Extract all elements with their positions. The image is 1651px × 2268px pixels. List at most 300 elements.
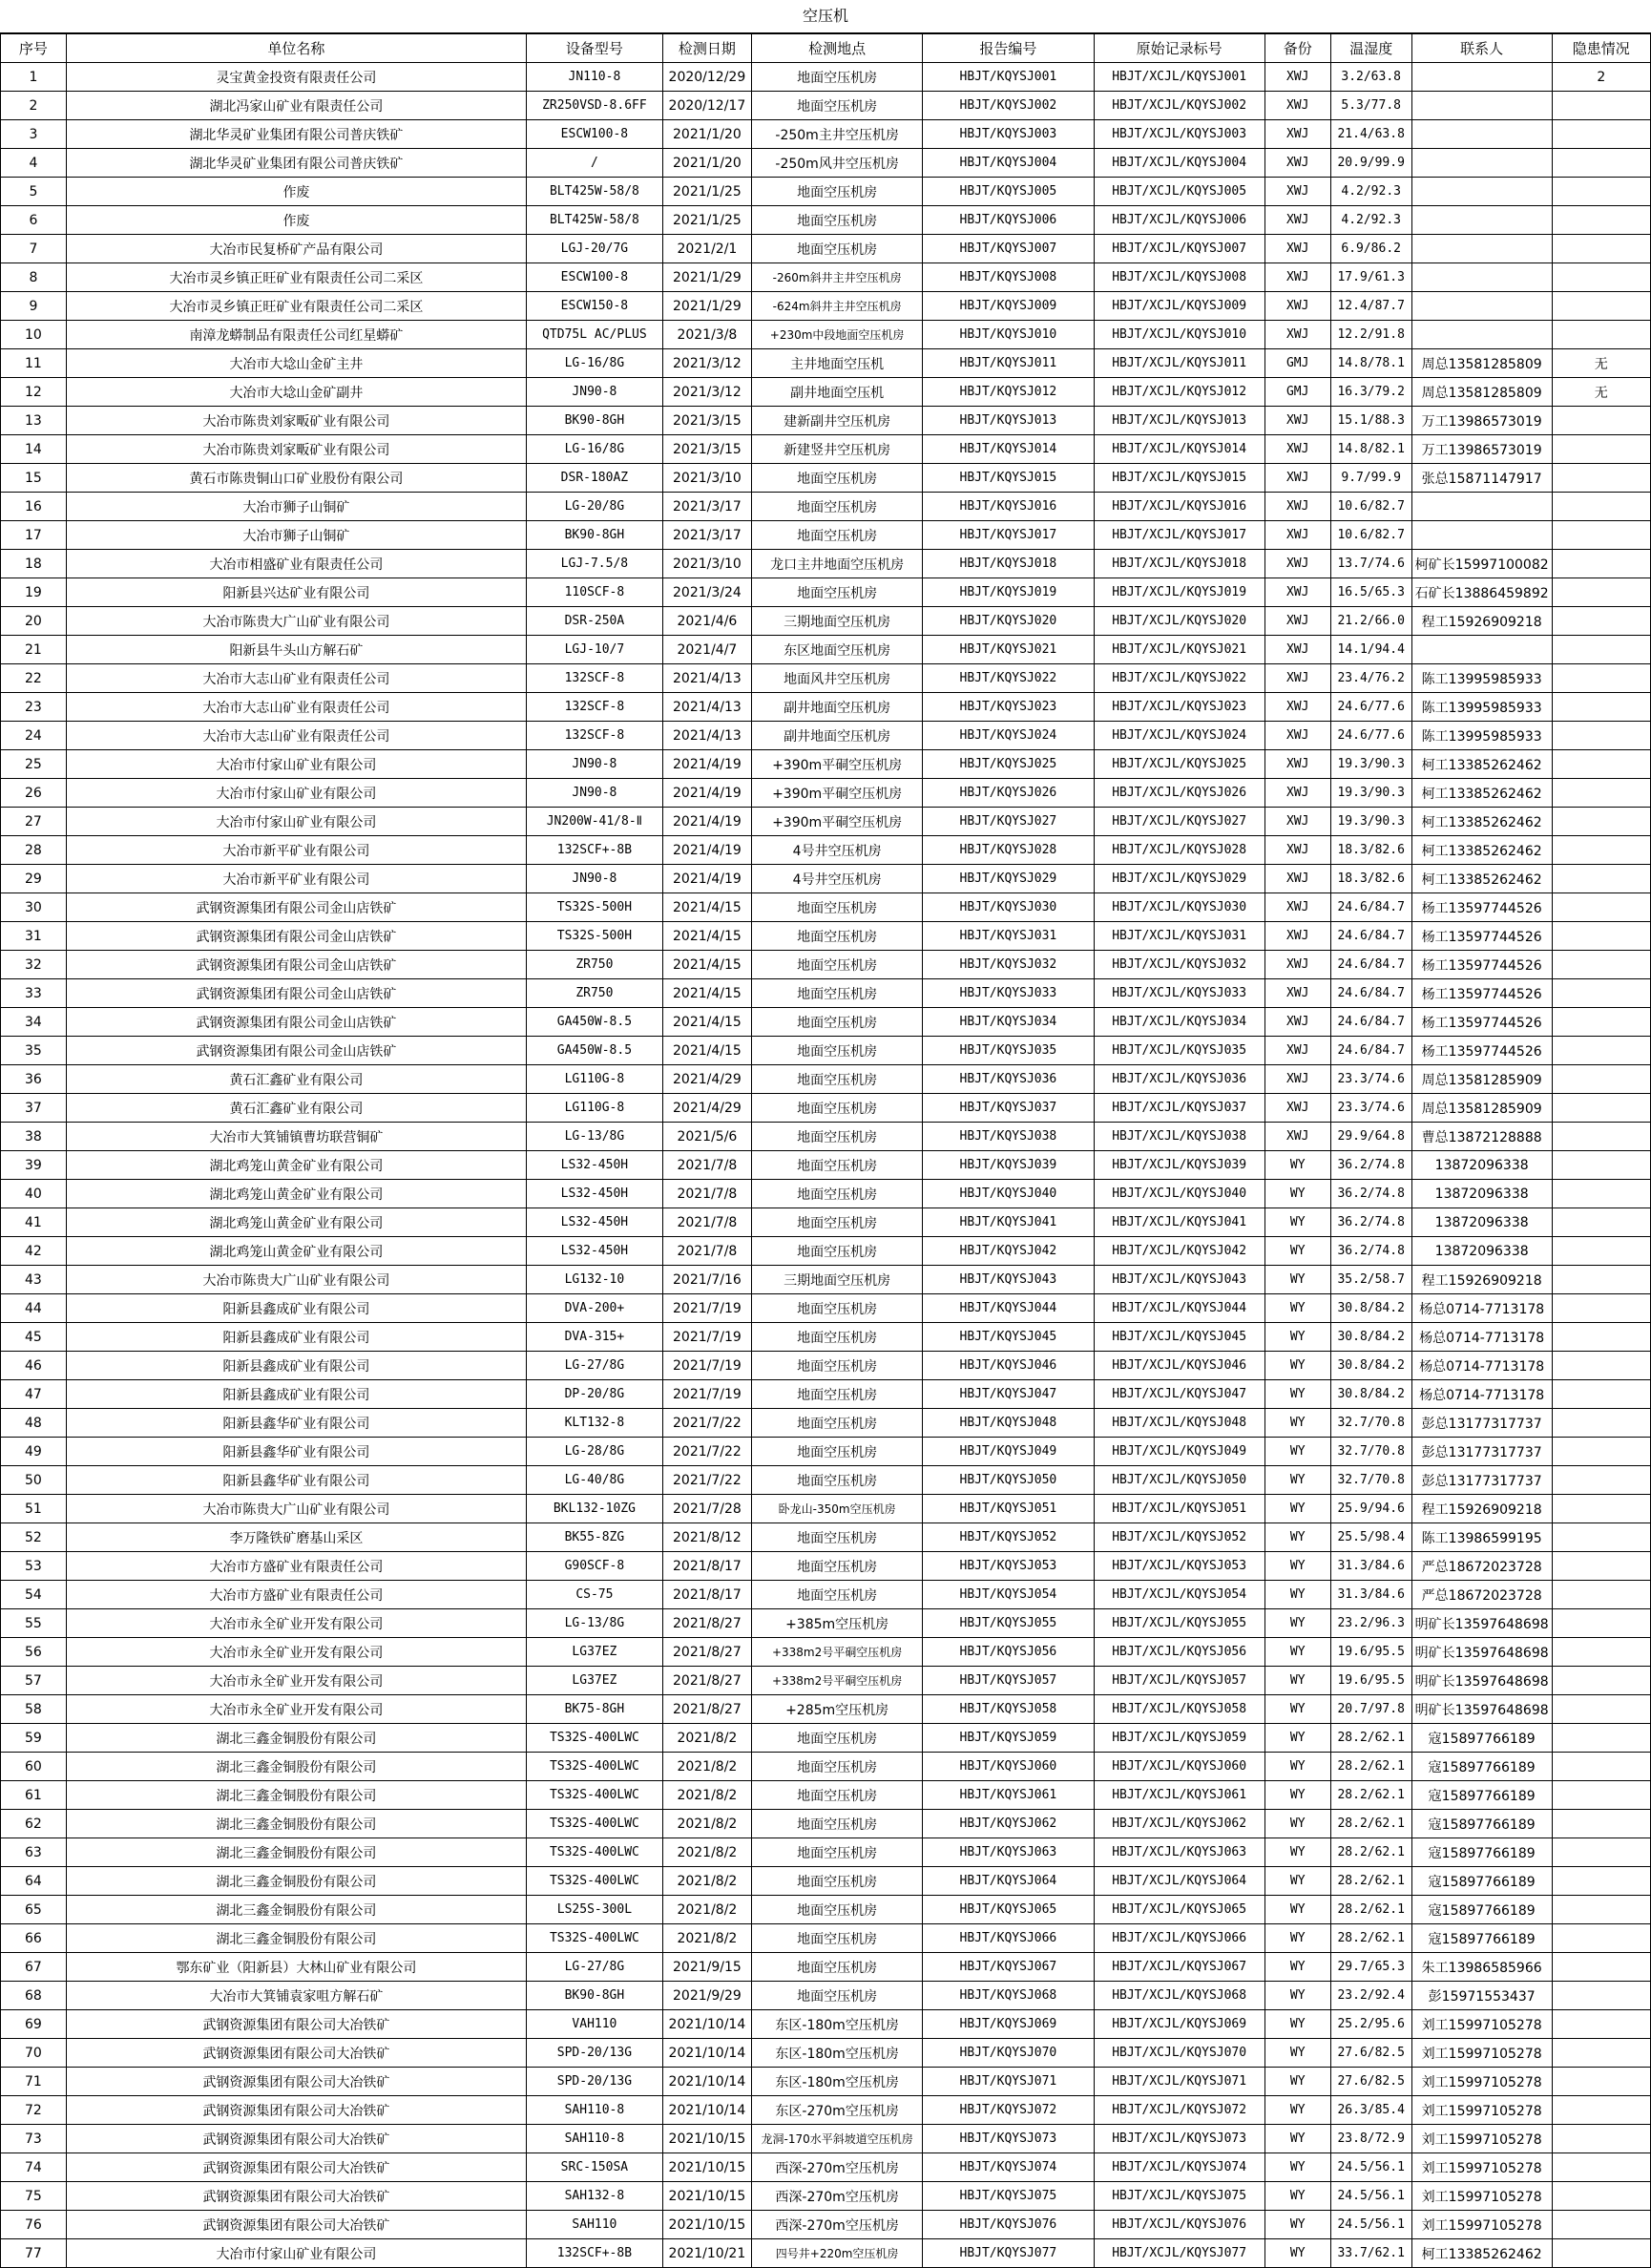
cell-temp-humidity: 36.2/74.8 (1330, 1208, 1411, 1237)
cell-contact (1411, 178, 1552, 206)
cell-test-date: 2021/10/14 (662, 2010, 751, 2039)
cell-backup: XWJ (1264, 1094, 1330, 1123)
cell-backup: XWJ (1264, 235, 1330, 263)
cell-record-no: HBJT/XCJL/KQYSJ016 (1094, 493, 1264, 521)
cell-contact: 石矿长13886459892 (1411, 578, 1552, 607)
column-header-backup: 备份 (1264, 34, 1330, 63)
table-row (1, 922, 1651, 951)
cell-record-no: HBJT/XCJL/KQYSJ007 (1094, 235, 1264, 263)
cell-unit-name: 大冶市灵乡镇正旺矿业有限责任公司二采区 (66, 292, 526, 321)
cell-unit-name: 湖北鸡笼山黄金矿业有限公司 (66, 1237, 526, 1266)
cell-location: 地面空压机房 (751, 1180, 922, 1208)
cell-report-no: HBJT/KQYSJ061 (923, 1781, 1094, 1810)
cell-backup: XWJ (1264, 636, 1330, 664)
data-table (0, 33, 1651, 2268)
table-row (1, 1609, 1651, 1638)
table-row (1, 464, 1651, 493)
cell-location: 地面空压机房 (751, 1094, 922, 1123)
table-row (1, 750, 1651, 779)
cell-unit-name: 武钢资源集团有限公司金山店铁矿 (66, 951, 526, 979)
cell-hazard (1552, 149, 1650, 178)
cell-report-no: HBJT/KQYSJ074 (923, 2153, 1094, 2182)
cell-test-date: 2021/8/27 (662, 1667, 751, 1695)
cell-seq: 5 (1, 178, 67, 206)
cell-contact: 明矿长13597648698 (1411, 1609, 1552, 1638)
cell-unit-name: 大冶市陈贵刘家畈矿业有限公司 (66, 435, 526, 464)
cell-hazard (1552, 1466, 1650, 1495)
cell-contact: 周总13581285809 (1411, 378, 1552, 407)
cell-record-no: HBJT/XCJL/KQYSJ025 (1094, 750, 1264, 779)
cell-test-date: 2021/3/15 (662, 407, 751, 435)
cell-temp-humidity: 19.6/95.5 (1330, 1667, 1411, 1695)
cell-temp-humidity: 20.7/97.8 (1330, 1695, 1411, 1724)
cell-unit-name: 大冶市相盛矿业有限责任公司 (66, 550, 526, 578)
cell-location: 副井地面空压机房 (751, 722, 922, 750)
table-row (1, 636, 1651, 664)
cell-model: JN90-8 (527, 865, 663, 893)
cell-seq: 12 (1, 378, 67, 407)
cell-contact: 张总15871147917 (1411, 464, 1552, 493)
table-row (1, 951, 1651, 979)
cell-hazard (1552, 1982, 1650, 2010)
cell-report-no: HBJT/KQYSJ065 (923, 1896, 1094, 1924)
column-header-model: 设备型号 (527, 34, 663, 63)
table-row (1, 578, 1651, 607)
cell-backup: WY (1264, 1695, 1330, 1724)
cell-backup: XWJ (1264, 922, 1330, 951)
cell-location: 卧龙山-350m空压机房 (751, 1495, 922, 1523)
cell-contact: 杨工13597744526 (1411, 979, 1552, 1008)
cell-unit-name: 大冶市大箕铺袁家咀方解石矿 (66, 1982, 526, 2010)
cell-backup: WY (1264, 1924, 1330, 1953)
cell-unit-name: 武钢资源集团有限公司大冶铁矿 (66, 2182, 526, 2211)
cell-hazard (1552, 550, 1650, 578)
cell-record-no: HBJT/XCJL/KQYSJ035 (1094, 1037, 1264, 1065)
cell-hazard (1552, 1781, 1650, 1810)
cell-location: +285m空压机房 (751, 1695, 922, 1724)
cell-seq: 25 (1, 750, 67, 779)
cell-temp-humidity: 23.3/74.6 (1330, 1065, 1411, 1094)
cell-test-date: 2021/1/29 (662, 292, 751, 321)
cell-seq: 65 (1, 1896, 67, 1924)
cell-test-date: 2021/8/2 (662, 1781, 751, 1810)
cell-test-date: 2021/4/15 (662, 1008, 751, 1037)
cell-record-no: HBJT/XCJL/KQYSJ037 (1094, 1094, 1264, 1123)
cell-test-date: 2021/4/19 (662, 750, 751, 779)
table-row (1, 178, 1651, 206)
cell-report-no: HBJT/KQYSJ029 (923, 865, 1094, 893)
cell-report-no: HBJT/KQYSJ045 (923, 1323, 1094, 1352)
cell-temp-humidity: 19.3/90.3 (1330, 779, 1411, 808)
cell-unit-name: 李万隆铁矿磨基山采区 (66, 1523, 526, 1552)
cell-report-no: HBJT/KQYSJ051 (923, 1495, 1094, 1523)
cell-report-no: HBJT/KQYSJ040 (923, 1180, 1094, 1208)
cell-report-no: HBJT/KQYSJ071 (923, 2068, 1094, 2096)
cell-temp-humidity: 31.3/84.6 (1330, 1581, 1411, 1609)
cell-record-no: HBJT/XCJL/KQYSJ004 (1094, 149, 1264, 178)
cell-location: 地面空压机房 (751, 1323, 922, 1352)
cell-model: LG-28/8G (527, 1438, 663, 1466)
cell-unit-name: 鄂东矿业（阳新县）大林山矿业有限公司 (66, 1953, 526, 1982)
cell-temp-humidity: 9.7/99.9 (1330, 464, 1411, 493)
cell-test-date: 2021/7/8 (662, 1151, 751, 1180)
cell-seq: 8 (1, 263, 67, 292)
cell-unit-name: 武钢资源集团有限公司大冶铁矿 (66, 2153, 526, 2182)
cell-unit-name: 湖北华灵矿业集团有限公司普庆铁矿 (66, 149, 526, 178)
cell-model: ZR750 (527, 979, 663, 1008)
cell-hazard (1552, 1208, 1650, 1237)
cell-record-no: HBJT/XCJL/KQYSJ069 (1094, 2010, 1264, 2039)
cell-seq: 22 (1, 664, 67, 693)
cell-seq: 3 (1, 120, 67, 149)
cell-unit-name: 大冶市大埝山金矿副井 (66, 378, 526, 407)
cell-test-date: 2021/4/13 (662, 722, 751, 750)
cell-seq: 69 (1, 2010, 67, 2039)
cell-report-no: HBJT/KQYSJ009 (923, 292, 1094, 321)
cell-test-date: 2021/3/8 (662, 321, 751, 349)
cell-report-no: HBJT/KQYSJ070 (923, 2039, 1094, 2068)
column-header-temp-humidity: 温湿度 (1330, 34, 1411, 63)
table-row (1, 1151, 1651, 1180)
cell-temp-humidity: 23.4/76.2 (1330, 664, 1411, 693)
table-row (1, 607, 1651, 636)
cell-location: 龙洞-170水平斜坡道空压机房 (751, 2125, 922, 2153)
cell-temp-humidity: 28.2/62.1 (1330, 1810, 1411, 1838)
cell-contact: 13872096338 (1411, 1180, 1552, 1208)
cell-seq: 34 (1, 1008, 67, 1037)
cell-temp-humidity: 14.8/78.1 (1330, 349, 1411, 378)
cell-hazard (1552, 979, 1650, 1008)
cell-seq: 63 (1, 1838, 67, 1867)
cell-hazard (1552, 1237, 1650, 1266)
cell-seq: 39 (1, 1151, 67, 1180)
cell-location: 四号井+220m空压机房 (751, 2239, 922, 2268)
cell-report-no: HBJT/KQYSJ053 (923, 1552, 1094, 1581)
cell-model: LG37EZ (527, 1638, 663, 1667)
cell-location: 地面空压机房 (751, 893, 922, 922)
cell-model: LG-40/8G (527, 1466, 663, 1495)
cell-contact: 严总18672023728 (1411, 1552, 1552, 1581)
cell-record-no: HBJT/XCJL/KQYSJ047 (1094, 1380, 1264, 1409)
cell-hazard (1552, 779, 1650, 808)
cell-location: 地面空压机房 (751, 1008, 922, 1037)
cell-temp-humidity: 21.4/63.8 (1330, 120, 1411, 149)
cell-model: LS25S-300L (527, 1896, 663, 1924)
cell-temp-humidity: 28.2/62.1 (1330, 1924, 1411, 1953)
cell-record-no: HBJT/XCJL/KQYSJ026 (1094, 779, 1264, 808)
cell-report-no: HBJT/KQYSJ068 (923, 1982, 1094, 2010)
table-row (1, 521, 1651, 550)
cell-backup: XWJ (1264, 1037, 1330, 1065)
cell-test-date: 2021/10/14 (662, 2068, 751, 2096)
cell-location: 地面空压机房 (751, 1581, 922, 1609)
cell-backup: XWJ (1264, 1008, 1330, 1037)
cell-report-no: HBJT/KQYSJ033 (923, 979, 1094, 1008)
table-row (1, 1065, 1651, 1094)
cell-model: LG110G-8 (527, 1094, 663, 1123)
cell-temp-humidity: 3.2/63.8 (1330, 63, 1411, 92)
cell-hazard (1552, 1838, 1650, 1867)
cell-contact (1411, 149, 1552, 178)
table-row (1, 378, 1651, 407)
cell-hazard: 无 (1552, 378, 1650, 407)
cell-test-date: 2021/4/15 (662, 922, 751, 951)
cell-unit-name: 湖北鸡笼山黄金矿业有限公司 (66, 1151, 526, 1180)
cell-unit-name: 大冶市永全矿业开发有限公司 (66, 1667, 526, 1695)
cell-report-no: HBJT/KQYSJ076 (923, 2211, 1094, 2239)
cell-record-no: HBJT/XCJL/KQYSJ061 (1094, 1781, 1264, 1810)
cell-hazard (1552, 1266, 1650, 1294)
cell-contact: 杨工13597744526 (1411, 893, 1552, 922)
cell-contact: 寇15897766189 (1411, 1838, 1552, 1867)
cell-backup: WY (1264, 1380, 1330, 1409)
cell-unit-name: 武钢资源集团有限公司大冶铁矿 (66, 2096, 526, 2125)
cell-report-no: HBJT/KQYSJ044 (923, 1294, 1094, 1323)
cell-unit-name: 大冶市大箕铺镇曹坊联营铜矿 (66, 1123, 526, 1151)
cell-hazard (1552, 1638, 1650, 1667)
cell-seq: 49 (1, 1438, 67, 1466)
cell-location: 地面空压机房 (751, 1065, 922, 1094)
table-row (1, 1037, 1651, 1065)
cell-unit-name: 湖北三鑫金铜股份有限公司 (66, 1810, 526, 1838)
cell-model: TS32S-400LWC (527, 1781, 663, 1810)
cell-temp-humidity: 4.2/92.3 (1330, 178, 1411, 206)
cell-backup: WY (1264, 1867, 1330, 1896)
cell-test-date: 2021/7/8 (662, 1180, 751, 1208)
cell-contact: 万工13986573019 (1411, 435, 1552, 464)
cell-report-no: HBJT/KQYSJ066 (923, 1924, 1094, 1953)
cell-unit-name: 武钢资源集团有限公司金山店铁矿 (66, 1037, 526, 1065)
cell-test-date: 2021/8/2 (662, 1810, 751, 1838)
cell-hazard (1552, 2239, 1650, 2268)
cell-contact: 周总13581285809 (1411, 349, 1552, 378)
cell-location: 地面空压机房 (751, 1352, 922, 1380)
cell-report-no: HBJT/KQYSJ064 (923, 1867, 1094, 1896)
cell-test-date: 2021/9/29 (662, 1982, 751, 2010)
cell-seq: 6 (1, 206, 67, 235)
cell-unit-name: 大冶市付家山矿业有限公司 (66, 2239, 526, 2268)
cell-hazard (1552, 664, 1650, 693)
cell-test-date: 2021/3/24 (662, 578, 751, 607)
cell-record-no: HBJT/XCJL/KQYSJ065 (1094, 1896, 1264, 1924)
cell-location: 地面空压机房 (751, 1924, 922, 1953)
cell-report-no: HBJT/KQYSJ002 (923, 92, 1094, 120)
cell-location: 地面空压机房 (751, 1953, 922, 1982)
cell-record-no: HBJT/XCJL/KQYSJ075 (1094, 2182, 1264, 2211)
cell-seq: 24 (1, 722, 67, 750)
cell-record-no: HBJT/XCJL/KQYSJ049 (1094, 1438, 1264, 1466)
cell-unit-name: 阳新县鑫华矿业有限公司 (66, 1466, 526, 1495)
cell-record-no: HBJT/XCJL/KQYSJ045 (1094, 1323, 1264, 1352)
cell-report-no: HBJT/KQYSJ054 (923, 1581, 1094, 1609)
cell-model: 132SCF+-8B (527, 2239, 663, 2268)
table-row (1, 1724, 1651, 1753)
cell-model: SAH132-8 (527, 2182, 663, 2211)
cell-report-no: HBJT/KQYSJ047 (923, 1380, 1094, 1409)
cell-backup: WY (1264, 1838, 1330, 1867)
cell-hazard (1552, 1953, 1650, 1982)
cell-location: 建新副井空压机房 (751, 407, 922, 435)
cell-seq: 45 (1, 1323, 67, 1352)
cell-test-date: 2021/4/19 (662, 779, 751, 808)
cell-seq: 72 (1, 2096, 67, 2125)
cell-contact (1411, 120, 1552, 149)
cell-model: LG-13/8G (527, 1123, 663, 1151)
table-row (1, 435, 1651, 464)
cell-location: 副井地面空压机 (751, 378, 922, 407)
cell-model: GA450W-8.5 (527, 1008, 663, 1037)
cell-record-no: HBJT/XCJL/KQYSJ008 (1094, 263, 1264, 292)
cell-unit-name: 阳新县牛头山方解石矿 (66, 636, 526, 664)
cell-model: TS32S-400LWC (527, 1810, 663, 1838)
cell-location: 西深-270m空压机房 (751, 2153, 922, 2182)
cell-backup: WY (1264, 2010, 1330, 2039)
cell-test-date: 2021/8/2 (662, 1838, 751, 1867)
cell-temp-humidity: 30.8/84.2 (1330, 1294, 1411, 1323)
cell-unit-name: 阳新县鑫华矿业有限公司 (66, 1438, 526, 1466)
cell-seq: 7 (1, 235, 67, 263)
cell-record-no: HBJT/XCJL/KQYSJ066 (1094, 1924, 1264, 1953)
cell-record-no: HBJT/XCJL/KQYSJ020 (1094, 607, 1264, 636)
cell-model: DSR-250A (527, 607, 663, 636)
cell-location: 三期地面空压机房 (751, 607, 922, 636)
cell-temp-humidity: 24.6/84.7 (1330, 1037, 1411, 1065)
cell-test-date: 2021/1/20 (662, 149, 751, 178)
cell-model: TS32S-400LWC (527, 1867, 663, 1896)
cell-record-no: HBJT/XCJL/KQYSJ009 (1094, 292, 1264, 321)
cell-unit-name: 大冶市陈贵大广山矿业有限公司 (66, 607, 526, 636)
cell-temp-humidity: 27.6/82.5 (1330, 2039, 1411, 2068)
cell-seq: 48 (1, 1409, 67, 1438)
cell-unit-name: 湖北三鑫金铜股份有限公司 (66, 1781, 526, 1810)
cell-seq: 36 (1, 1065, 67, 1094)
cell-test-date: 2021/4/6 (662, 607, 751, 636)
cell-hazard (1552, 1896, 1650, 1924)
cell-report-no: HBJT/KQYSJ020 (923, 607, 1094, 636)
cell-test-date: 2021/7/19 (662, 1380, 751, 1409)
cell-contact: 柯工13385262462 (1411, 2239, 1552, 2268)
cell-contact: 寇15897766189 (1411, 1924, 1552, 1953)
cell-contact: 彭15971553437 (1411, 1982, 1552, 2010)
cell-test-date: 2021/7/19 (662, 1352, 751, 1380)
cell-backup: XWJ (1264, 836, 1330, 865)
cell-hazard (1552, 2068, 1650, 2096)
cell-model: QTD75L AC/PLUS (527, 321, 663, 349)
cell-record-no: HBJT/XCJL/KQYSJ029 (1094, 865, 1264, 893)
cell-test-date: 2021/3/10 (662, 550, 751, 578)
cell-backup: WY (1264, 1466, 1330, 1495)
cell-contact: 刘工15997105278 (1411, 2096, 1552, 2125)
cell-seq: 68 (1, 1982, 67, 2010)
cell-report-no: HBJT/KQYSJ037 (923, 1094, 1094, 1123)
cell-report-no: HBJT/KQYSJ057 (923, 1667, 1094, 1695)
cell-temp-humidity: 14.1/94.4 (1330, 636, 1411, 664)
cell-contact: 柯工13385262462 (1411, 779, 1552, 808)
cell-contact (1411, 235, 1552, 263)
cell-contact: 刘工15997105278 (1411, 2153, 1552, 2182)
cell-hazard (1552, 464, 1650, 493)
cell-contact: 13872096338 (1411, 1151, 1552, 1180)
cell-model: BK90-8GH (527, 521, 663, 550)
cell-report-no: HBJT/KQYSJ058 (923, 1695, 1094, 1724)
cell-location: 东区地面空压机房 (751, 636, 922, 664)
cell-backup: GMJ (1264, 349, 1330, 378)
cell-seq: 54 (1, 1581, 67, 1609)
cell-temp-humidity: 28.2/62.1 (1330, 1753, 1411, 1781)
cell-model: LS32-450H (527, 1180, 663, 1208)
cell-contact: 刘工15997105278 (1411, 2068, 1552, 2096)
cell-model: ZR250VSD-8.6FF (527, 92, 663, 120)
table-row (1, 349, 1651, 378)
cell-test-date: 2021/3/17 (662, 493, 751, 521)
cell-record-no: HBJT/XCJL/KQYSJ003 (1094, 120, 1264, 149)
table-row (1, 893, 1651, 922)
cell-record-no: HBJT/XCJL/KQYSJ030 (1094, 893, 1264, 922)
cell-hazard (1552, 1151, 1650, 1180)
cell-model: SAH110-8 (527, 2125, 663, 2153)
cell-temp-humidity: 24.6/84.7 (1330, 951, 1411, 979)
cell-backup: XWJ (1264, 1065, 1330, 1094)
cell-test-date: 2020/12/29 (662, 63, 751, 92)
cell-hazard (1552, 1753, 1650, 1781)
cell-unit-name: 武钢资源集团有限公司大冶铁矿 (66, 2211, 526, 2239)
cell-hazard (1552, 1581, 1650, 1609)
cell-report-no: HBJT/KQYSJ036 (923, 1065, 1094, 1094)
cell-seq: 41 (1, 1208, 67, 1237)
cell-report-no: HBJT/KQYSJ025 (923, 750, 1094, 779)
cell-test-date: 2021/4/29 (662, 1094, 751, 1123)
cell-report-no: HBJT/KQYSJ001 (923, 63, 1094, 92)
sheet-title: 空压机 (0, 0, 1651, 33)
cell-test-date: 2021/4/13 (662, 693, 751, 722)
table-row (1, 779, 1651, 808)
table-row (1, 1838, 1651, 1867)
cell-contact (1411, 321, 1552, 349)
cell-backup: XWJ (1264, 951, 1330, 979)
cell-test-date: 2021/4/19 (662, 865, 751, 893)
cell-backup: WY (1264, 1237, 1330, 1266)
cell-test-date: 2021/5/6 (662, 1123, 751, 1151)
cell-model: JN90-8 (527, 750, 663, 779)
cell-record-no: HBJT/XCJL/KQYSJ022 (1094, 664, 1264, 693)
cell-report-no: HBJT/KQYSJ026 (923, 779, 1094, 808)
cell-temp-humidity: 14.8/82.1 (1330, 435, 1411, 464)
cell-hazard (1552, 1552, 1650, 1581)
cell-report-no: HBJT/KQYSJ008 (923, 263, 1094, 292)
cell-contact: 寇15897766189 (1411, 1867, 1552, 1896)
cell-location: 西深-270m空压机房 (751, 2211, 922, 2239)
cell-report-no: HBJT/KQYSJ067 (923, 1953, 1094, 1982)
cell-temp-humidity: 32.7/70.8 (1330, 1466, 1411, 1495)
cell-seq: 37 (1, 1094, 67, 1123)
cell-temp-humidity: 24.5/56.1 (1330, 2211, 1411, 2239)
cell-contact: 程工15926909218 (1411, 607, 1552, 636)
cell-temp-humidity: 23.2/92.4 (1330, 1982, 1411, 2010)
cell-seq: 1 (1, 63, 67, 92)
cell-backup: WY (1264, 1151, 1330, 1180)
cell-unit-name: 大冶市大志山矿业有限责任公司 (66, 722, 526, 750)
cell-seq: 60 (1, 1753, 67, 1781)
cell-record-no: HBJT/XCJL/KQYSJ002 (1094, 92, 1264, 120)
cell-unit-name: 武钢资源集团有限公司金山店铁矿 (66, 979, 526, 1008)
cell-backup: XWJ (1264, 292, 1330, 321)
cell-unit-name: 南漳龙蟒制品有限责任公司红星蟒矿 (66, 321, 526, 349)
cell-unit-name: 大冶市方盛矿业有限责任公司 (66, 1581, 526, 1609)
cell-record-no: HBJT/XCJL/KQYSJ028 (1094, 836, 1264, 865)
cell-backup: XWJ (1264, 63, 1330, 92)
cell-record-no: HBJT/XCJL/KQYSJ034 (1094, 1008, 1264, 1037)
table-row (1, 493, 1651, 521)
